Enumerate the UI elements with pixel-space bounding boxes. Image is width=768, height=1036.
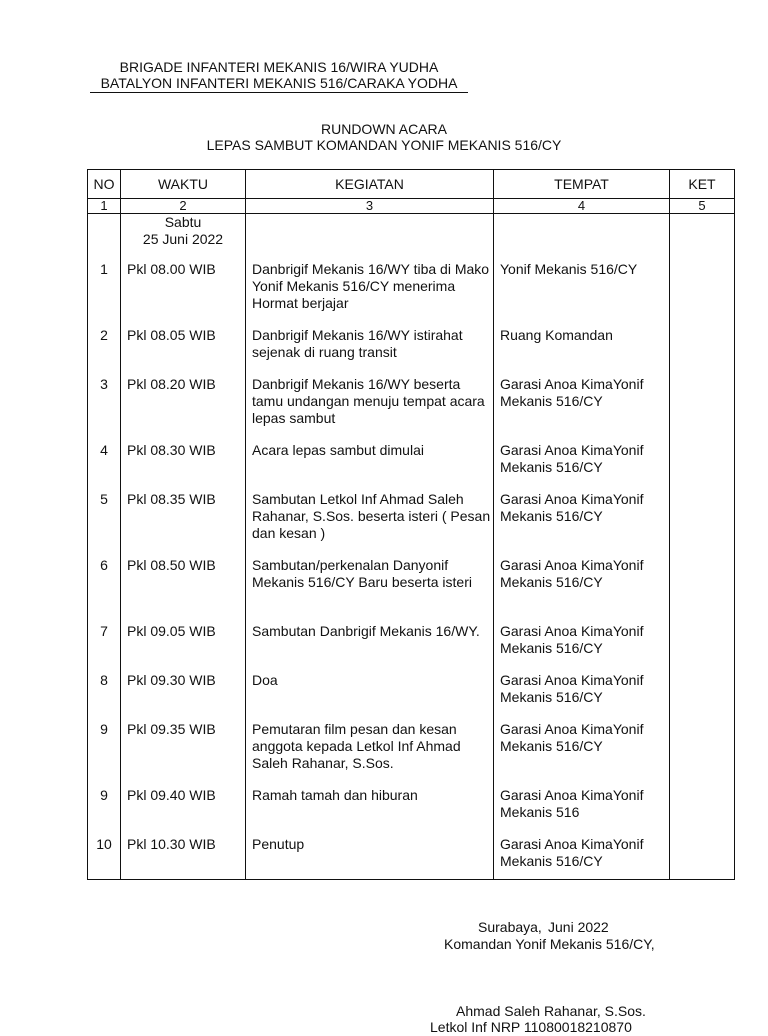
event-date-cell <box>121 214 246 262</box>
row-place: Garasi Anoa KimaYonif Mekanis 516/CY <box>494 672 670 721</box>
table-row <box>88 721 735 787</box>
column-number: 4 <box>494 199 670 214</box>
row-note <box>670 261 735 327</box>
row-note <box>670 376 735 442</box>
column-number: 1 <box>88 199 121 214</box>
row-note <box>670 557 735 623</box>
table-header-row <box>88 170 735 199</box>
row-time: Pkl 09.30 WIB <box>121 672 246 721</box>
row-number: 8 <box>88 672 121 721</box>
row-note <box>670 672 735 721</box>
column-number-row <box>88 199 735 214</box>
column-number: 3 <box>246 199 494 214</box>
column-number: 5 <box>670 199 735 214</box>
column-header-waktu: WAKTU <box>121 170 246 199</box>
row-time: Pkl 08.50 WIB <box>121 557 246 623</box>
row-activity: Doa <box>246 672 494 721</box>
row-number: 5 <box>88 491 121 557</box>
row-place: Garasi Anoa KimaYonif Mekanis 516/CY <box>494 721 670 787</box>
header-batalyon: BATALYON INFANTERI MEKANIS 516/CARAKA YODHA <box>100 75 458 91</box>
document-title: RUNDOWN ACARA <box>320 121 447 137</box>
column-header-tempat: TEMPAT <box>494 170 670 199</box>
row-place: Garasi Anoa KimaYonif Mekanis 516/CY <box>494 442 670 491</box>
rundown-table <box>87 169 735 880</box>
signature-rank: Letkol Inf NRP 11080018210870 <box>430 1019 632 1035</box>
event-day: Sabtu <box>164 214 202 230</box>
row-number: 9 <box>88 721 121 787</box>
table-row <box>88 376 735 442</box>
table-row <box>88 557 735 623</box>
table-row <box>88 623 735 672</box>
row-activity: Acara lepas sambut dimulai <box>246 442 494 491</box>
signature-position: Komandan Yonif Mekanis 516/CY, <box>444 936 655 952</box>
row-time: Pkl 09.40 WIB <box>121 787 246 836</box>
row-place: Ruang Komandan <box>494 327 670 376</box>
row-place: Garasi Anoa KimaYonif Mekanis 516/CY <box>494 836 670 880</box>
row-place: Garasi Anoa KimaYonif Mekanis 516 <box>494 787 670 836</box>
table-row <box>88 442 735 491</box>
row-number: 4 <box>88 442 121 491</box>
column-header-kegiatan: KEGIATAN <box>246 170 494 199</box>
document-subtitle: LEPAS SAMBUT KOMANDAN YONIF MEKANIS 516/CY <box>206 137 562 153</box>
row-activity: Penutup <box>246 836 494 880</box>
table-row <box>88 261 735 327</box>
row-number: 9 <box>88 787 121 836</box>
row-activity: Danbrigif Mekanis 16/WY istirahat sejenak di ruang transit <box>246 327 494 376</box>
table-row <box>88 491 735 557</box>
row-time: Pkl 08.35 WIB <box>121 491 246 557</box>
table-row <box>88 672 735 721</box>
row-activity: Danbrigif Mekanis 16/WY beserta tamu undangan menuju tempat acara lepas sambut <box>246 376 494 442</box>
row-activity: Sambutan Danbrigif Mekanis 16/WY. <box>246 623 494 672</box>
row-place: Yonif Mekanis 516/CY <box>494 261 670 327</box>
row-place: Garasi Anoa KimaYonif Mekanis 516/CY <box>494 623 670 672</box>
header-brigade: BRIGADE INFANTERI MEKANIS 16/WIRA YUDHA <box>119 59 439 75</box>
row-note <box>670 787 735 836</box>
row-place: Garasi Anoa KimaYonif Mekanis 516/CY <box>494 491 670 557</box>
row-note <box>670 327 735 376</box>
row-note <box>670 836 735 880</box>
row-number: 3 <box>88 376 121 442</box>
column-number: 2 <box>121 199 246 214</box>
row-place: Garasi Anoa KimaYonif Mekanis 516/CY <box>494 376 670 442</box>
row-note <box>670 623 735 672</box>
row-time: Pkl 09.35 WIB <box>121 721 246 787</box>
row-activity: Ramah tamah dan hiburan <box>246 787 494 836</box>
row-number: 6 <box>88 557 121 623</box>
column-header-no: NO <box>88 170 121 199</box>
row-time: Pkl 08.30 WIB <box>121 442 246 491</box>
row-number: 1 <box>88 261 121 327</box>
row-time: Pkl 10.30 WIB <box>121 836 246 880</box>
table-row <box>88 836 735 880</box>
row-activity: Sambutan Letkol Inf Ahmad Saleh Rahanar, S.Sos. beserta isteri ( Pesan dan kesan ) <box>246 491 494 557</box>
row-activity: Pemutaran film pesan dan kesan anggota kepada Letkol Inf Ahmad Saleh Rahanar, S.Sos. <box>246 721 494 787</box>
row-note <box>670 442 735 491</box>
column-header-ket: KET <box>670 170 735 199</box>
row-note <box>670 721 735 787</box>
row-activity: Danbrigif Mekanis 16/WY tiba di Mako Yonif Mekanis 516/CY menerima Hormat berjajar <box>246 261 494 327</box>
signature-date: Juni 2022 <box>548 919 609 935</box>
signature-city: Surabaya, <box>478 919 542 935</box>
event-date: 25 Juni 2022 <box>142 231 224 247</box>
signature-name: Ahmad Saleh Rahanar, S.Sos. <box>456 1003 646 1019</box>
row-time: Pkl 09.05 WIB <box>121 623 246 672</box>
row-place: Garasi Anoa KimaYonif Mekanis 516/CY <box>494 557 670 623</box>
table-row <box>88 787 735 836</box>
row-time: Pkl 08.00 WIB <box>121 261 246 327</box>
row-number: 2 <box>88 327 121 376</box>
row-number: 10 <box>88 836 121 880</box>
row-number: 7 <box>88 623 121 672</box>
row-time: Pkl 08.05 WIB <box>121 327 246 376</box>
row-activity: Sambutan/perkenalan Danyonif Mekanis 516/CY Baru beserta isteri <box>246 557 494 623</box>
table-row <box>88 327 735 376</box>
row-note <box>670 491 735 557</box>
row-time: Pkl 08.20 WIB <box>121 376 246 442</box>
day-row <box>88 214 735 262</box>
header-underline <box>90 92 468 93</box>
